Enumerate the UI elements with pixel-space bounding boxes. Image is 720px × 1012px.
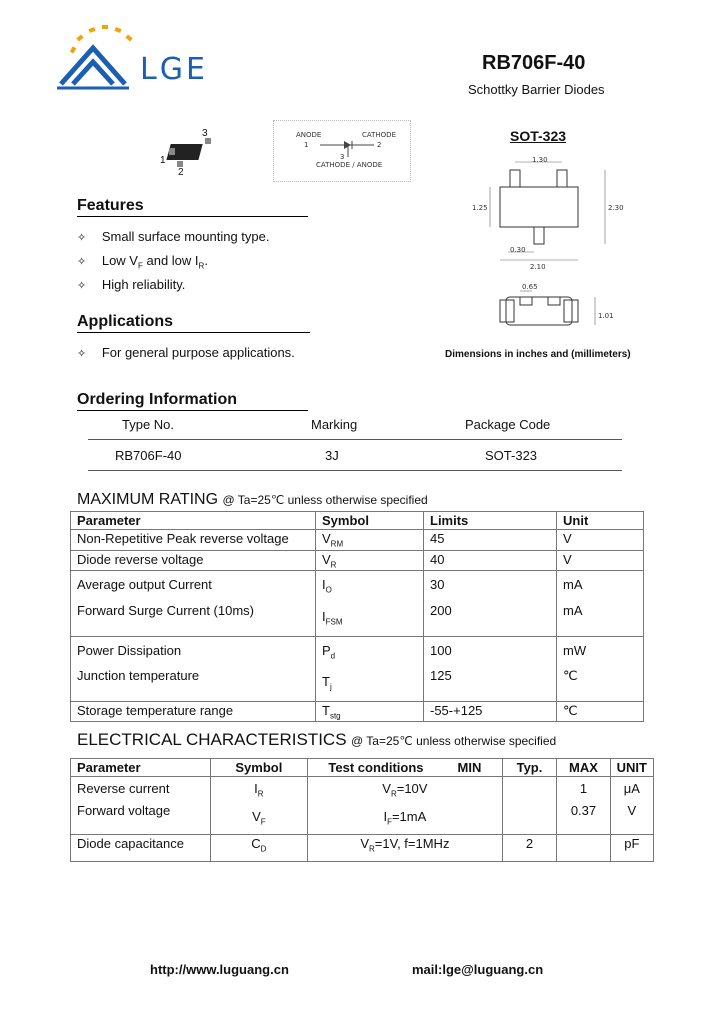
table-header-row: Parameter Symbol Test conditions MIN Typ. MAX UNIT bbox=[71, 759, 654, 777]
pin1-label: 1 bbox=[160, 155, 166, 166]
table-row: Non-Repetitive Peak reverse voltage $V_{RM}$ 45 V bbox=[71, 530, 644, 551]
ordering-header-type: Type No. bbox=[122, 417, 175, 432]
schem-bottom-label: CATHODE / ANODE bbox=[316, 161, 383, 169]
diamond-bullet-icon: ✧ bbox=[77, 256, 87, 268]
electrical-table bbox=[70, 758, 654, 862]
ordering-title: Ordering Information bbox=[77, 391, 308, 411]
footer-mail-link[interactable]: mail:lge@luguang.cn bbox=[412, 962, 544, 977]
diamond-bullet-icon: ✧ bbox=[77, 232, 87, 244]
max-rating-condition: @ Ta=25℃ unless otherwise specified bbox=[222, 493, 428, 507]
pin3-label: 3 bbox=[202, 128, 208, 139]
features-title: Features bbox=[77, 197, 308, 217]
ordering-cell-type: RB706F-40 bbox=[115, 448, 182, 463]
electrical-heading bbox=[77, 730, 556, 750]
dim-total-width: 2.10 bbox=[530, 263, 546, 271]
dims-note: Dimensions in inches and (millimeters) bbox=[445, 349, 631, 360]
table-row: Reverse current Forward voltage $I_R$ $V_F$ $V_R=10V$ $I_F=1mA$ 1 0.37 μA V bbox=[71, 777, 654, 835]
ordering-header-package: Package Code bbox=[465, 417, 551, 432]
ordering-bottom-rule bbox=[88, 470, 622, 471]
package-photo bbox=[155, 128, 225, 178]
logo-text: LGE bbox=[140, 52, 208, 87]
schem-pin3: 3 bbox=[340, 153, 345, 161]
part-number: RB706F-40 bbox=[482, 52, 586, 74]
diamond-bullet-icon: ✧ bbox=[77, 348, 87, 360]
features-list bbox=[77, 229, 269, 301]
ordering-divider bbox=[88, 439, 622, 440]
electrical-title: ELECTRICAL CHARACTERISTICS bbox=[77, 730, 347, 749]
schematic-box bbox=[273, 120, 411, 182]
table-header-row: Parameter Symbol Limits Unit bbox=[71, 512, 644, 530]
max-rating-title: MAXIMUM RATING bbox=[77, 491, 219, 508]
anode-label: ANODE bbox=[296, 131, 322, 139]
table-row: Diode reverse voltage $V_R$ 40 V bbox=[71, 550, 644, 571]
feature-item: ✧ High reliability. bbox=[77, 277, 186, 292]
package-title: SOT-323 bbox=[510, 128, 567, 144]
cathode-label: CATHODE bbox=[362, 131, 396, 139]
schem-pin1: 1 bbox=[304, 141, 309, 149]
max-rating-table bbox=[70, 511, 644, 722]
feature-item: ✧ Low $V_F$ and low $I_R$. bbox=[77, 253, 208, 271]
table-row: Storage temperature range $T_{stg}$ -55-+125 ℃ bbox=[71, 701, 644, 722]
ordering-cell-package: SOT-323 bbox=[485, 448, 538, 463]
package-drawing bbox=[470, 152, 630, 342]
ordering-header-marking: Marking bbox=[311, 417, 358, 432]
dim-side-height: 1.01 bbox=[598, 312, 614, 320]
dim-top-width: 1.30 bbox=[532, 156, 548, 164]
dim-lead-width: 0.65 bbox=[522, 283, 538, 291]
table-row: Diode capacitance $C_D$ $V_R=1V$, f=1MHz 2 pF bbox=[71, 835, 654, 862]
table-row: Power Dissipation Junction temperature $P_d$ $T_j$ 100 125 mW ℃ bbox=[71, 637, 644, 701]
pin2-label: 2 bbox=[178, 167, 184, 178]
diamond-bullet-icon: ✧ bbox=[77, 280, 87, 292]
schem-pin2: 2 bbox=[377, 141, 382, 149]
application-item: ✧ For general purpose applications. bbox=[77, 345, 295, 360]
applications-title: Applications bbox=[77, 313, 310, 333]
dim-total-height: 2.30 bbox=[608, 204, 624, 212]
table-row: Average output Current Forward Surge Current (10ms) $I_O$ $I_{FSM}$ 30 200 mA mA bbox=[71, 571, 644, 637]
part-subtitle: Schottky Barrier Diodes bbox=[468, 82, 605, 97]
ordering-cell-marking: 3J bbox=[325, 448, 339, 463]
electrical-condition: @ Ta=25℃ unless otherwise specified bbox=[350, 734, 557, 748]
dim-body-height: 1.25 bbox=[472, 204, 488, 212]
diode-symbol bbox=[274, 121, 410, 181]
dim-pin-offset: 0.30 bbox=[510, 246, 526, 254]
footer-url-link[interactable]: http://www.luguang.cn bbox=[150, 962, 289, 977]
feature-item: ✧ Small surface mounting type. bbox=[77, 229, 270, 244]
ordering-table bbox=[88, 416, 622, 471]
max-rating-heading bbox=[77, 491, 428, 509]
